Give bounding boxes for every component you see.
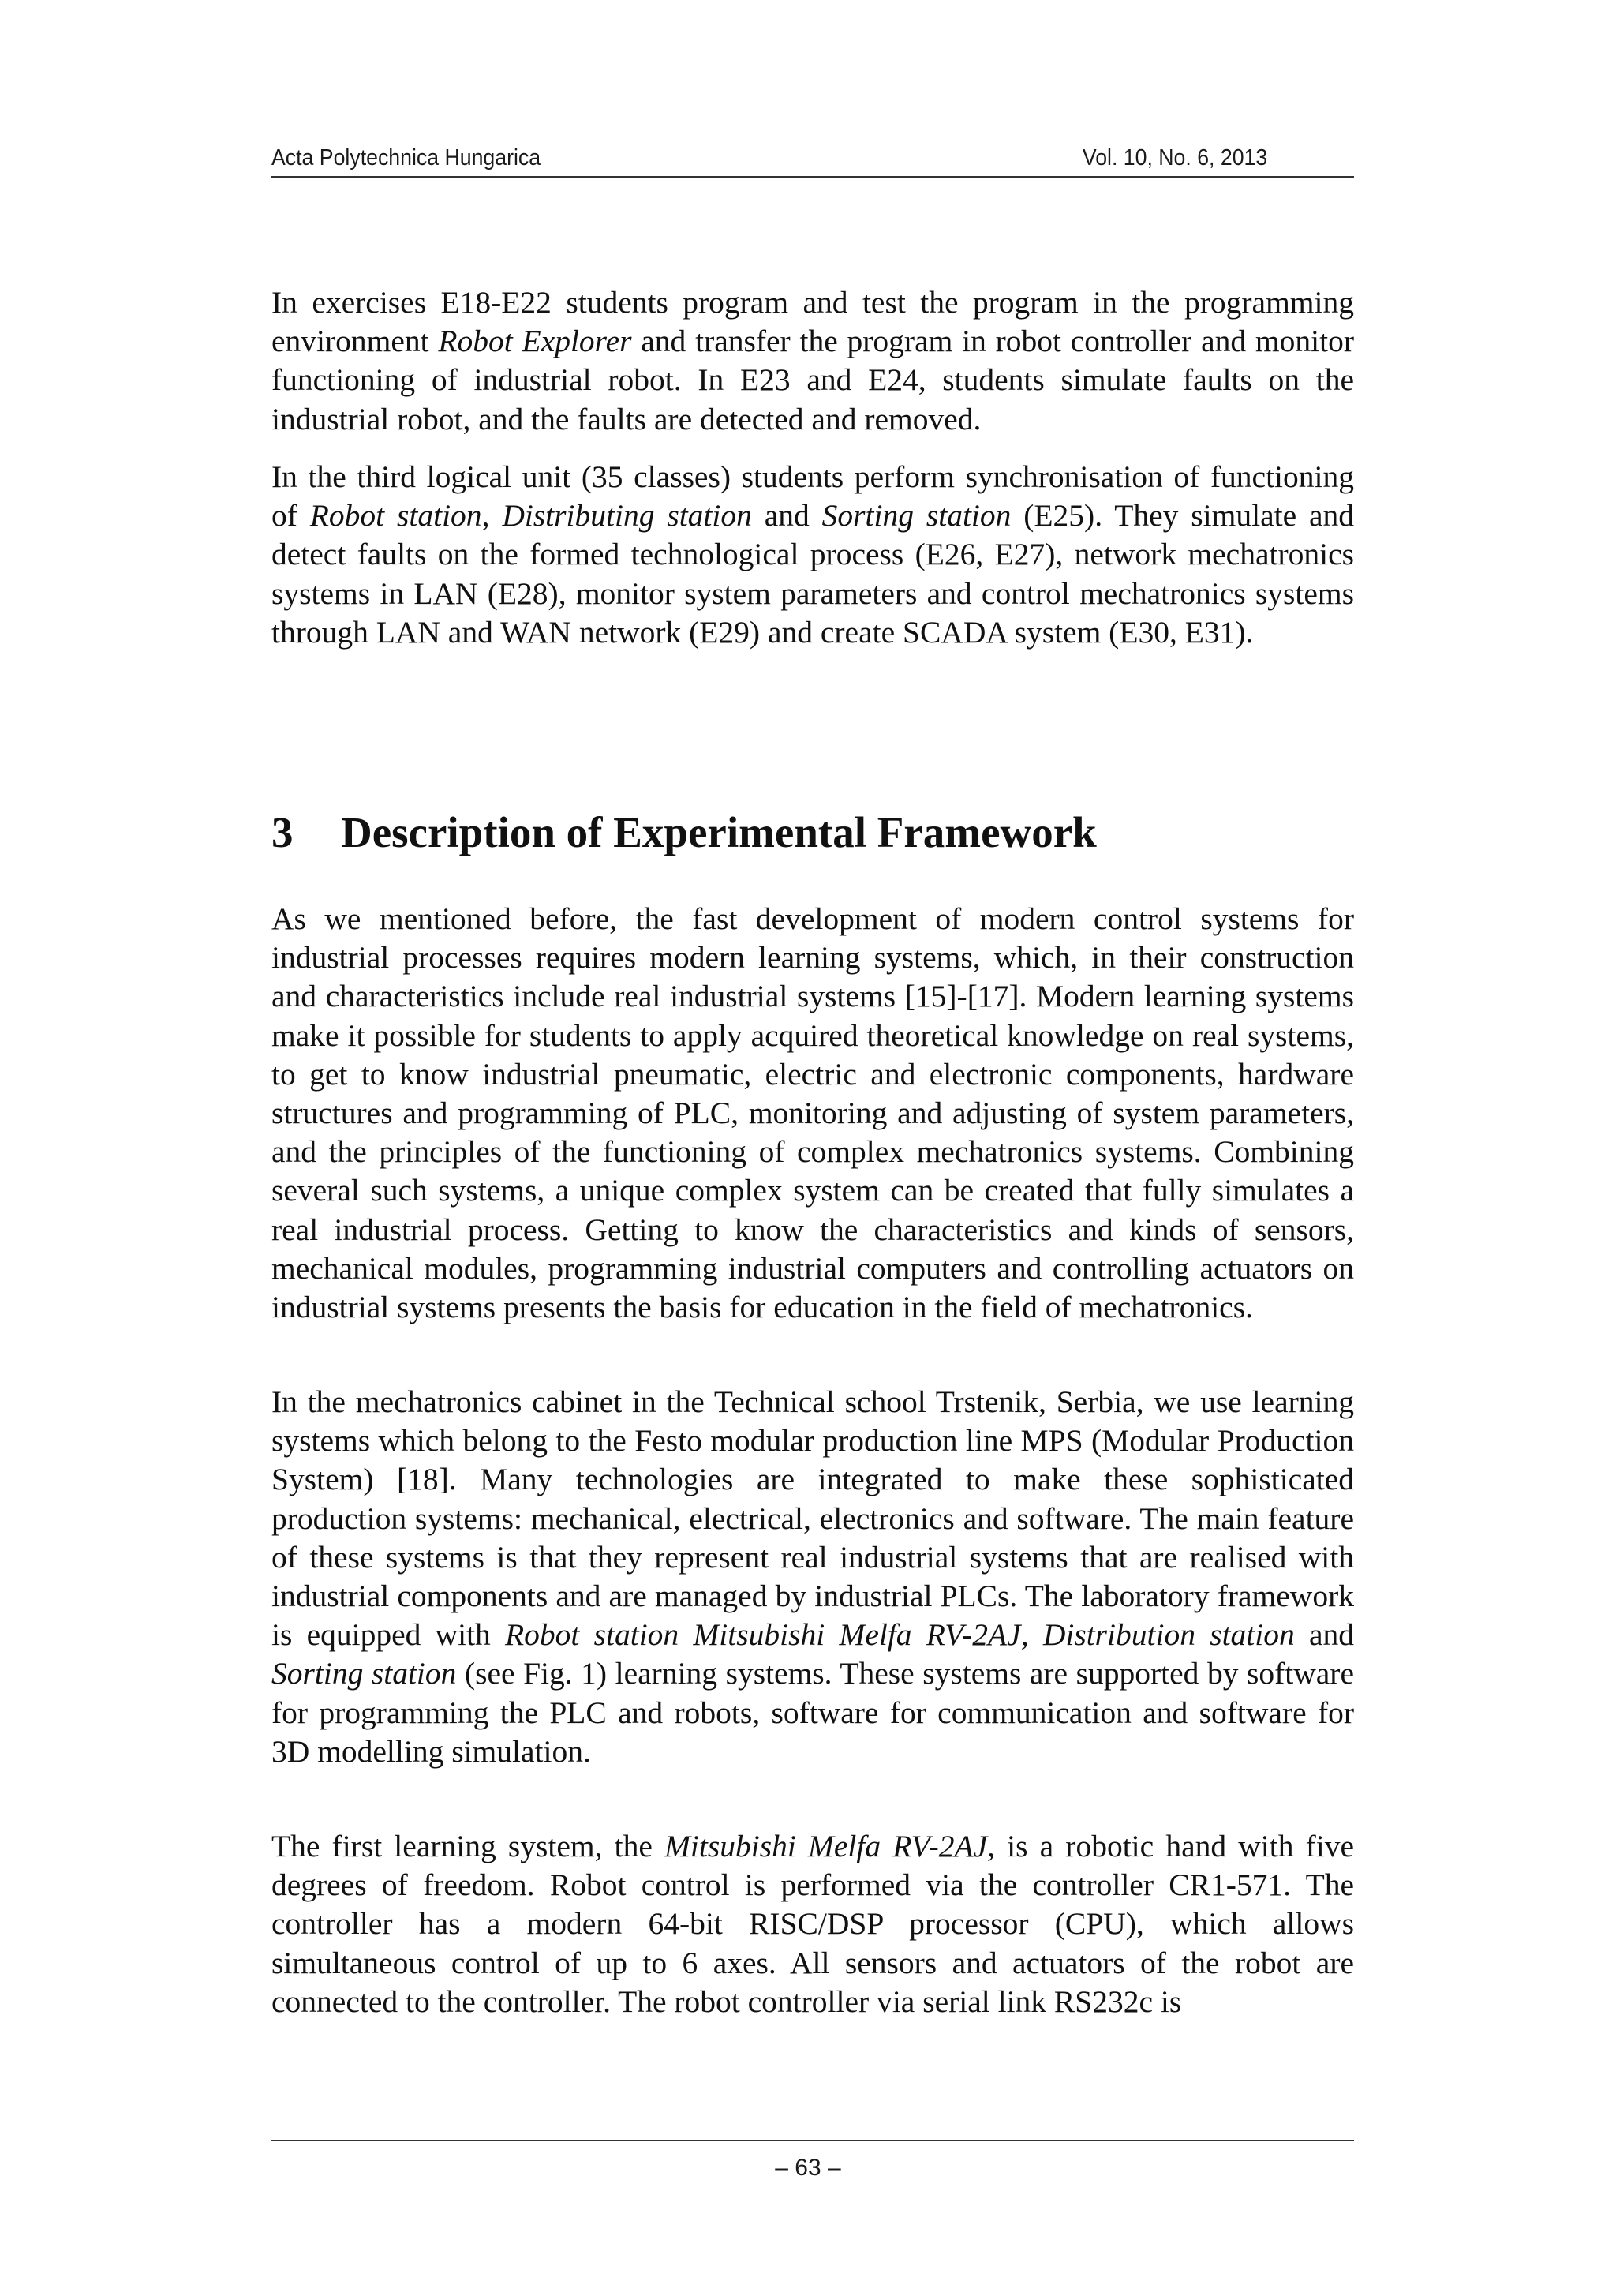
volume-issue: Vol. 10, No. 6, 2013 [1082,145,1268,170]
italic-term: Robot Explorer [438,324,632,359]
paragraph-mechatronics-cabinet: In the mechatronics cabinet in the Technical school Trstenik, Serbia, we use learning systems which belong to the Festo modular production line MPS (Modular Production System) [18]. Many technologies are integrated to make these sophisticated production systems: mechanical, electrical, electronics and software. The main feature of these systems is that they represent real industrial systems that are realised with industrial components and are managed by industrial PLCs. The laboratory framework is equipped with Robot station Mitsubishi Melfa RV-2AJ, Distribution station and Sorting station (see Fig. 1) learning systems. These systems are supported by software for programming the PLC and robots, software for communication and software for 3D modelling simulation. [271,1384,1355,1769]
paragraph-modern-learning-systems: As we mentioned before, the fast development of modern control systems for industrial processes requires modern learning systems, which, in their construction and characteristics include real industrial systems [15]-[17]. Modern learning systems make it possible for students to apply acquired theoretical knowledge on real systems, to get to know industrial pneumatic, electric and electronic components, hardware structures and programming of PLC, monitoring and adjusting of system parameters, and the principles of the functioning of complex mechatronics systems. Combining several such systems, a unique complex system can be created that fully simulates a real industrial process. Getting to know the characteristics and kinds of sensors, mechanical modules, programming industrial computers and controlling actuators on industrial systems presents the basis for education in the field of mechatronics. [271,901,1354,1325]
section-title: Description of Experimental Framework [341,808,1097,856]
italic-term: Distribution station [1042,1617,1295,1653]
paragraph-exercises-e18-e24: In exercises E18-E22 students program and test the program in the programming environment Robot Explorer and transfer the program in robot controller and monitor functioning of industrial robot. In E23 and E24, students simulate faults on the industrial robot, and the faults are detected and removed. [271,285,1354,436]
italic-term: Robot station [309,498,482,534]
italic-term: Distributing station [502,498,752,534]
page-number: – 63 – [775,2155,841,2181]
italic-term: Sorting station [271,1656,457,1691]
italic-term: Mitsubishi Melfa RV-2AJ, [664,1829,996,1863]
italic-term: Robot station Mitsubishi Melfa RV-2AJ [505,1617,1021,1653]
italic-term: Sorting station [821,498,1012,534]
section-number: 3 [271,808,294,856]
section-heading [271,807,1097,857]
footer-rule [271,2140,1354,2141]
paragraph-mitsubishi-melfa: The first learning system, the Mitsubishi Melfa RV-2AJ, is a robotic hand with five degrees of freedom. Robot control is performed via the controller CR1-571. The controller has a modern 64-bit RISC/DSP processor (CPU), which allows simultaneous control of up to 6 axes. All sensors and actuators of the robot are connected to the controller. The robot controller via serial link RS232c is [271,1829,1355,2019]
running-header [271,145,1267,171]
paragraph-third-logical-unit: In the third logical unit (35 classes) students perform synchronisation of functioning of Robot station, Distributing station and Sorting station (E25). They simulate and detect faults on the formed technological process (E26, E27), network mechatronics systems in LAN (E28), monitor system parameters and control mechatronics systems through LAN and WAN network (E29) and create SCADA system (E30, E31). [271,459,1355,650]
journal-name: Acta Polytechnica Hungarica [271,145,541,170]
header-rule [271,176,1354,178]
